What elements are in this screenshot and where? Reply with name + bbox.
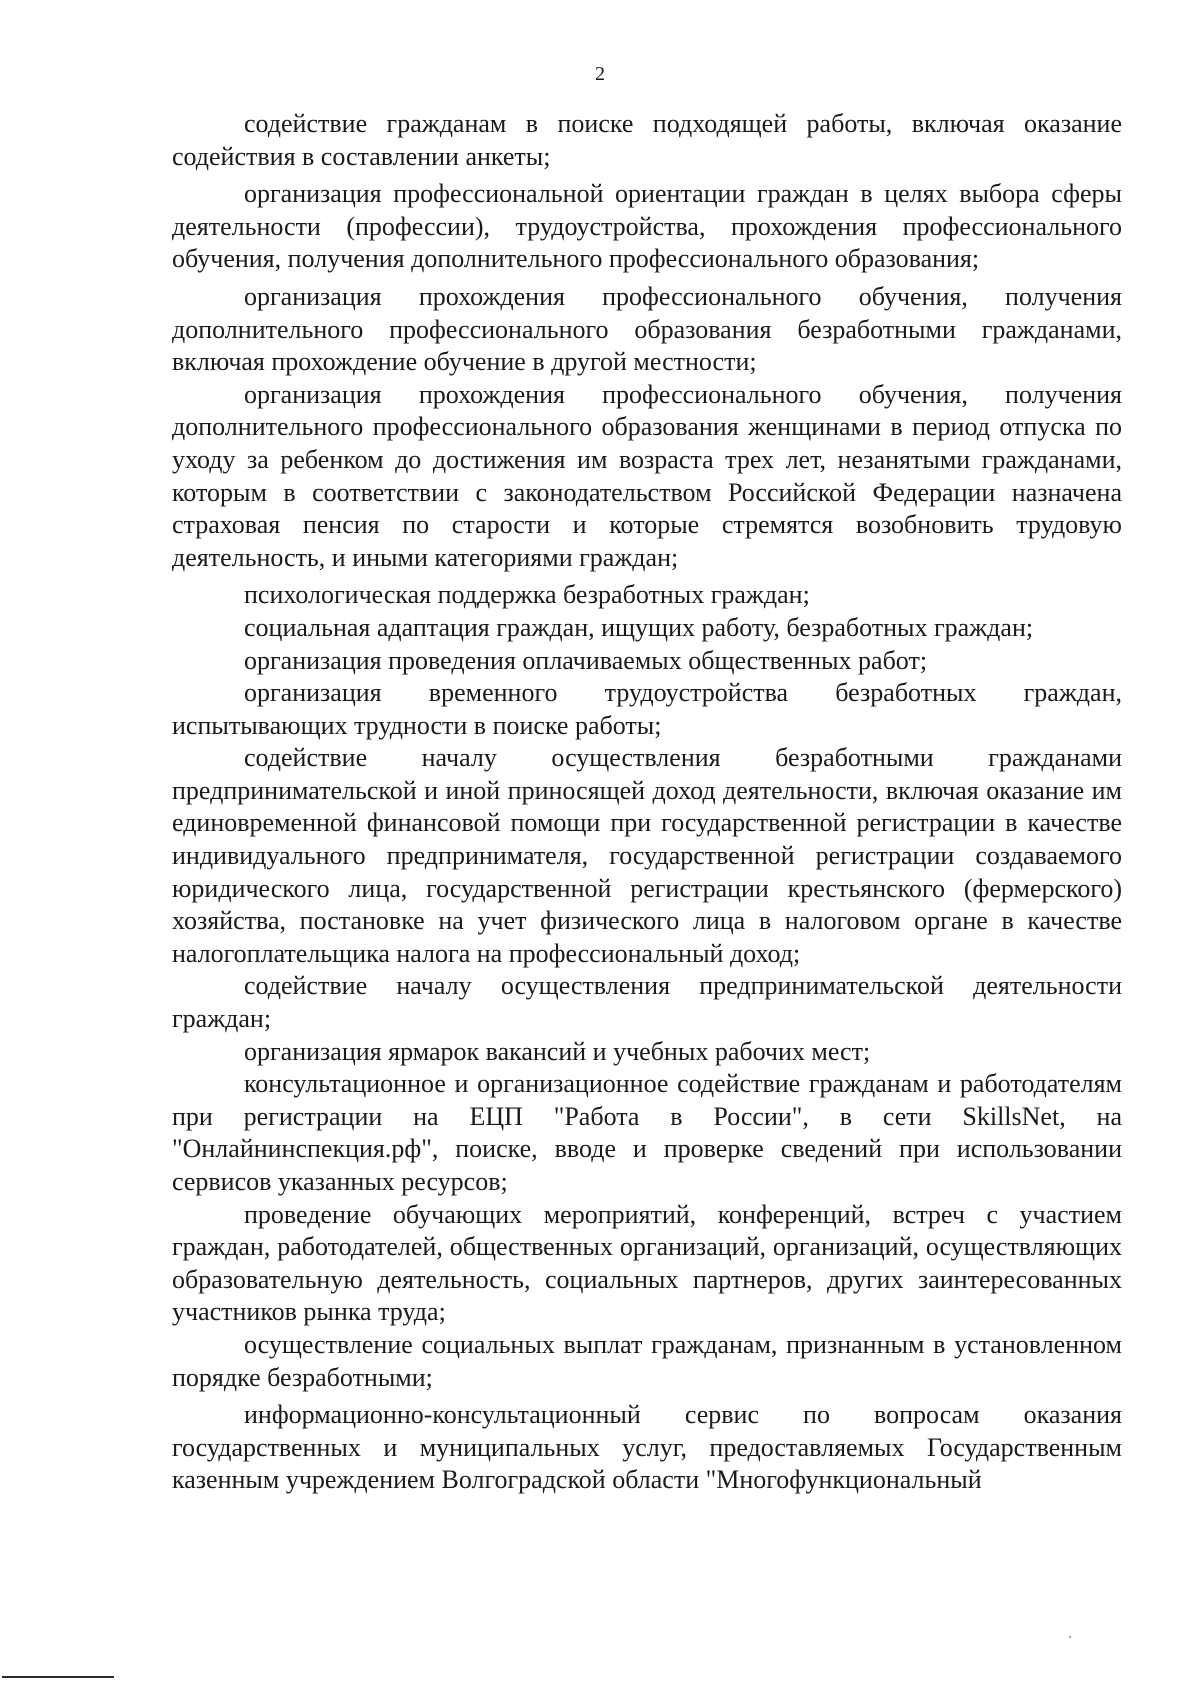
list-item: содействие началу осуществления безработными гражданами предпринимательской и иной приносящей доход деятельности, включая оказание им единовременной финансовой помощи при государственной регистрации в качестве индивидуального предпринимателя, государственной регистрации создаваемого юридического лица, государственной регистрации крестьянского (фермерского) хозяйства, постановке на учет физического лица в налоговом органе в качестве налогоплательщика налога на профессиональный доход; — [172, 743, 1122, 968]
list-item: организация прохождения профессионального обучения, получения дополнительного профессионального образования безработными гражданами, включая прохождение обучение в другой местности; — [172, 281, 1122, 377]
list-item: организация профессиональной ориентации граждан в целях выбора сферы деятельности (профессии), трудоустройства, прохождения профессионального обучения, получения дополнительного профессионального образования; — [172, 179, 1122, 274]
footer-rule — [2, 1676, 114, 1678]
list-item: проведение обучающих мероприятий, конференций, встреч с участием граждан, работодателей, общественных организаций, организаций, осуществляющих образовательную деятельность, социальных партнеров, других заинтересованных участников рынка труда; — [172, 1199, 1122, 1327]
list-item: организация временного трудоустройства безработных граждан, испытывающих трудности в поиске работы; — [172, 678, 1122, 740]
list-item: содействие началу осуществления предпринимательской деятельности граждан; — [172, 971, 1122, 1034]
list-item: психологическая поддержка безработных граждан; — [244, 580, 810, 610]
scan-speck — [1069, 1636, 1071, 1638]
page-number: 2 — [595, 63, 605, 85]
list-item: организация прохождения профессионального обучения, получения дополнительного профессионального образования женщинами в период отпуска по уходу за ребенком до достижения им возраста трех лет, незанятыми гражданами, которым в соответствии с законодательством Российской Федерации назначена страховая пенсия по старости и которые стремятся возобновить трудовую деятельность, и иными категориями граждан; — [172, 379, 1122, 572]
list-item: содействие гражданам в поиске подходящей работы, включая оказание содействия в составлении анкеты; — [172, 109, 1122, 171]
list-item: организация ярмарок вакансий и учебных рабочих мест; — [244, 1036, 871, 1066]
list-item: социальная адаптация граждан, ищущих работу, безработных граждан; — [244, 612, 1034, 642]
list-item: организация проведения оплачиваемых общественных работ; — [244, 645, 928, 675]
list-item: осуществление социальных выплат гражданам, признанным в установленном порядке безработными; — [172, 1329, 1122, 1392]
list-item: информационно-консультационный сервис по вопросам оказания государственных и муниципальных услуг, предоставляемых Государственным казенным учреждением Волгоградской области "Многофункциональный — [172, 1400, 1122, 1495]
document-body — [172, 108, 1122, 1497]
list-item: консультационное и организационное содействие гражданам и работодателям при регистрации на ЕЦП "Работа в России", в сети SkillsNet, на "Онлайнинспекция.рф", поиске, вводе и проверке сведений при использовании сервисов указанных ресурсов; — [172, 1069, 1122, 1196]
